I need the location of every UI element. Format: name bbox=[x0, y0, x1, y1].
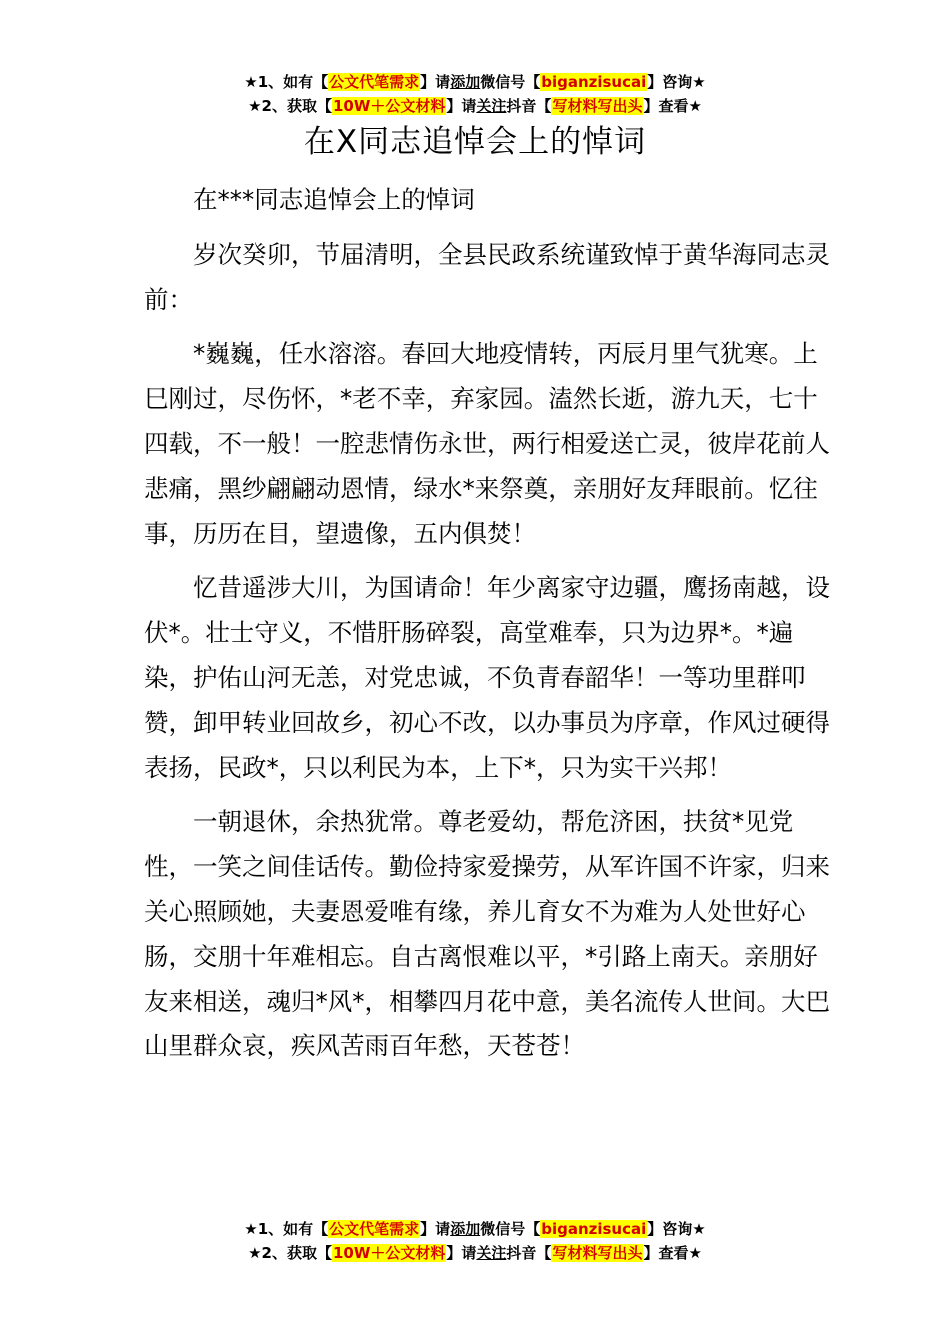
banner-highlight: biganzisucai bbox=[541, 73, 647, 91]
paragraph: 在***同志追悼会上的悼词 bbox=[193, 185, 475, 214]
paragraph: 一朝退休，余热犹常。尊老爱幼，帮危济困，扶贫*见党性，一笑之间佳话传。勤俭持家爱操劳，从军许国不许家，归来关心照顾她，夫妻恩爱唯有缘，养儿育女不为难为人处世好心肠，交朋十年难相忘。自古离恨难以平，*引路上南天。亲朋好友来相送，魂归*风*，相攀四月花中意，美名流传人世间。大巴山里群众哀，疾风苦雨百年愁，天苍苍！ bbox=[144, 807, 830, 1061]
banner-text: 抖音【 bbox=[506, 97, 552, 115]
banner-line-2 bbox=[0, 94, 950, 118]
banner-text: ★1、如有【 bbox=[244, 73, 329, 91]
top-banner bbox=[0, 70, 950, 118]
bottom-banner bbox=[0, 1217, 950, 1265]
banner-text: 】请 bbox=[446, 97, 477, 115]
paragraph: *巍巍，任水溶溶。春回大地疫情转，丙辰月里气犹寒。上巳刚过，尽伤怀，*老不幸，弃家园。溘然长逝，游九天，七十四载，不一般！一腔悲情伤永世，两行相爱送亡灵，彼岸花前人悲痛，黑纱翩翩动恩情，绿水*来祭奠，亲朋好友拜眼前。忆往事，历历在目，望遗像，五内俱焚！ bbox=[144, 339, 830, 548]
banner-line-2 bbox=[0, 1241, 950, 1265]
banner-underlined-text: 添加 bbox=[450, 73, 481, 91]
paragraph: 忆昔遥涉大川，为国请命！年少离家守边疆，鹰扬南越，设伏*。壮士守义，不惜肝肠碎裂，高堂难奉，只为边界*。*遍染，护佑山河无恙，对党忠诚，不负青春韶华！一等功里群叩赞，卸甲转业回故乡，初心不改，以办事员为序章，作风过硬得表扬，民政*，只以利民为本，上下*，只为实干兴邦！ bbox=[144, 573, 830, 782]
banner-line-1 bbox=[0, 70, 950, 94]
banner-text: 抖音【 bbox=[506, 1244, 552, 1262]
document-title: 在Ⅹ同志追悼会上的悼词 bbox=[303, 124, 647, 160]
banner-text: 】查看★ bbox=[643, 97, 702, 115]
banner-highlight: 写材料写出头 bbox=[552, 1244, 643, 1262]
banner-text: 微信号【 bbox=[480, 1220, 541, 1238]
banner-highlight: 10W＋公文材料 bbox=[332, 97, 446, 115]
paragraph: 岁次癸卯，节届清明，全县民政系统谨致悼于黄华海同志灵前： bbox=[144, 239, 830, 314]
banner-underlined-text: 添加 bbox=[450, 1220, 481, 1238]
banner-text: 微信号【 bbox=[480, 73, 541, 91]
banner-line-1 bbox=[0, 1217, 950, 1241]
banner-text: 】请 bbox=[420, 73, 451, 91]
banner-text: ★2、获取【 bbox=[248, 97, 332, 115]
banner-text: 】咨询★ bbox=[647, 1220, 706, 1238]
banner-underlined-text: 关注 bbox=[476, 97, 507, 115]
banner-underlined-text: 关注 bbox=[476, 1244, 507, 1262]
banner-text: 】请 bbox=[446, 1244, 477, 1262]
banner-highlight: 写材料写出头 bbox=[552, 97, 643, 115]
banner-text: 】请 bbox=[420, 1220, 451, 1238]
banner-text: 】咨询★ bbox=[647, 73, 706, 91]
banner-highlight: 公文代笔需求 bbox=[329, 73, 420, 91]
banner-text: ★1、如有【 bbox=[244, 1220, 329, 1238]
document-body bbox=[144, 178, 834, 1079]
banner-highlight: 公文代笔需求 bbox=[329, 1220, 420, 1238]
banner-highlight: biganzisucai bbox=[541, 1220, 647, 1238]
banner-highlight: 10W＋公文材料 bbox=[332, 1244, 446, 1262]
banner-text: ★2、获取【 bbox=[248, 1244, 332, 1262]
banner-text: 】查看★ bbox=[643, 1244, 702, 1262]
